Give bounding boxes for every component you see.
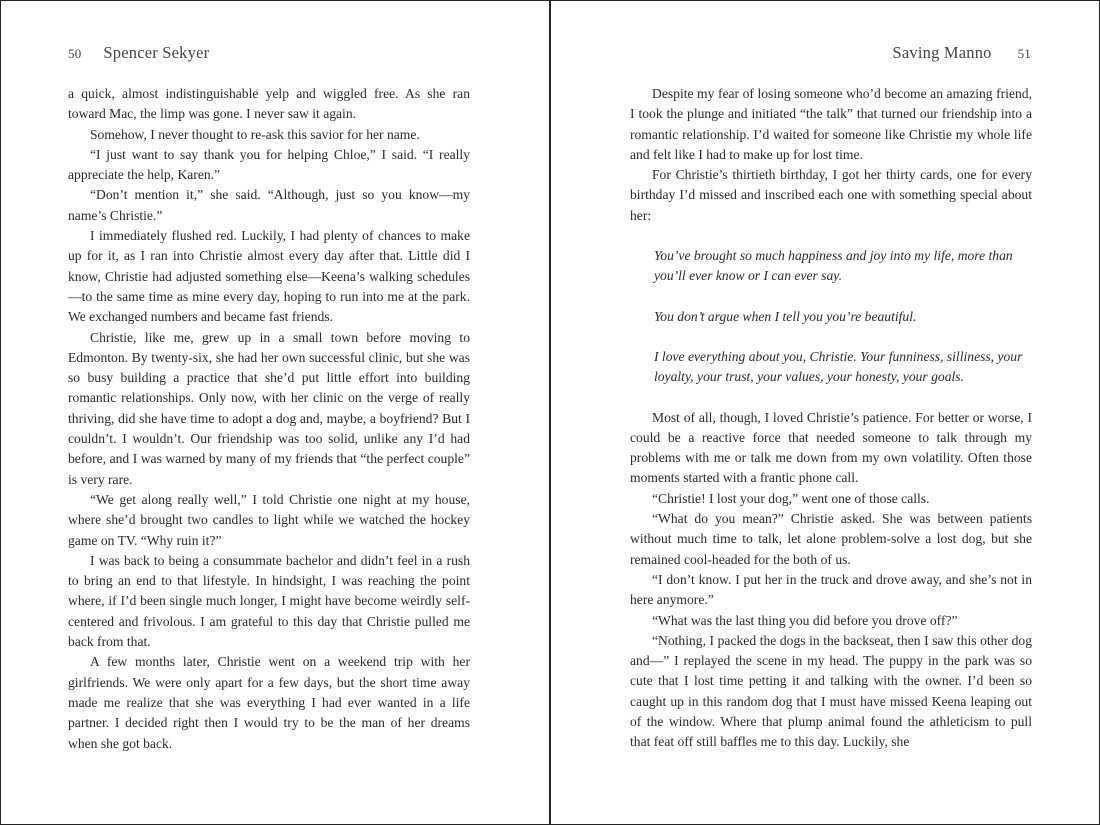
paragraph: “We get along really well,” I told Christie one night at my house, where she’d brought two candles to light while we watched the hockey game on TV. “Why ruin it?”	[68, 491, 470, 548]
paragraph: “Christie! I lost your dog,” went one of those calls.	[652, 490, 930, 506]
right-running-head	[892, 43, 1031, 63]
left-page-body	[68, 84, 470, 754]
paragraph: I was back to being a consummate bachelor and didn’t feel in a rush to bring an end to that lifestyle. In hindsight, I was reaching the point where, if I’d been single much longer, I might have become weirdly self-centered and frivolous. I am grateful to this day that Christie pulled me back from that.	[68, 552, 470, 650]
paragraph: I immediately flushed red. Luckily, I had plenty of chances to make up for it, as I ran into Christie almost every day after that. Little did I know, Christie had adjusted something else—Keena’s walking schedules—to the same time as mine every day, hoping to run into me at the park. We exchanged numbers and became fast friends.	[68, 228, 470, 325]
paragraph: “I don’t know. I put her in the truck and drove away, and she’s not in here anymore.”	[630, 571, 1032, 608]
paragraph: “Don’t mention it,” she said. “Although, just so you know—my name’s Christie.”	[68, 187, 470, 223]
right-page-number: 51	[1017, 46, 1031, 61]
card-quote: You’ve brought so much happiness and joy into my life, more than you’ll ever know or I can ever say.	[654, 248, 1013, 284]
paragraph: “Nothing, I packed the dogs in the backseat, then I saw this other dog and—” I replayed the scene in my head. The puppy in the park was so cute that I lost time petting it and talking with the owner. I’d been so caught up in this random dog that I must have missed Keena leaping out of the window. Where that plump animal found the athleticism to pull that feat off still baffles me to this day. Luckily, she	[630, 632, 1032, 750]
paragraph: “I just want to say thank you for helping Chloe,” I said. “I really appreciate the help, Karen.”	[68, 146, 470, 183]
paragraph: Somehow, I never thought to re-ask this savior for her name.	[90, 126, 420, 142]
left-page-number: 50	[68, 46, 82, 61]
paragraph: Christie, like me, grew up in a small town before moving to Edmonton. By twenty-six, she had her own successful clinic, but she was so busy building a practice that she’d put little effort into building romantic relationships. Only now, with her clinic on the verge of really thriving, did she have time to adopt a dog and, maybe, a boyfriend? But I couldn’t. I wouldn’t. Our friendship was too solid, unlike any I’d had before, and I was warned by many of my friends that “the perfect couple” is very rare.	[68, 329, 470, 487]
right-book-title: Saving Manno	[892, 43, 992, 62]
right-page	[550, 0, 1100, 825]
left-author-name: Spencer Sekyer	[103, 43, 210, 62]
paragraph: a quick, almost indistinguishable yelp and wiggled free. As she ran toward Mac, the limp was gone. I never saw it again.	[68, 86, 470, 122]
right-page-body	[630, 84, 1032, 753]
card-quote: I love everything about you, Christie. Your funniness, silliness, your loyalty, your trust, your values, your honesty, your goals.	[654, 348, 1023, 385]
card-quote: You don’t argue when I tell you you’re beautiful.	[654, 308, 917, 324]
paragraph: A few months later, Christie went on a weekend trip with her girlfriends. We were only apart for a few days, but the short time away made me realize that she was everything I had ever wanted in a life partner. I decided right then I would try to be the man of her dreams when she got back.	[68, 654, 470, 751]
left-running-head	[68, 43, 209, 63]
paragraph: Despite my fear of losing someone who’d become an amazing friend, I took the plunge and initiated “the talk” that turned our friendship into a romantic relationship. I’d waited for someone like Christie my whole life and felt like I had to make up for lost time.	[630, 86, 1032, 162]
paragraph: “What do you mean?” Christie asked. She was between patients without much time to talk, let alone problem-solve a lost dog, but she remained cool-headed for the both of us.	[630, 511, 1032, 567]
paragraph: Most of all, though, I loved Christie’s patience. For better or worse, I could be a reactive force that needed someone to talk through my problems with me or talk me down from my own volatility. Often those moments started with a frantic phone call.	[630, 409, 1032, 486]
paragraph: For Christie’s thirtieth birthday, I got her thirty cards, one for every birthday I’d missed and inscribed each one with something special about her:	[630, 167, 1032, 223]
paragraph: “What was the last thing you did before you drove off?”	[652, 612, 958, 628]
